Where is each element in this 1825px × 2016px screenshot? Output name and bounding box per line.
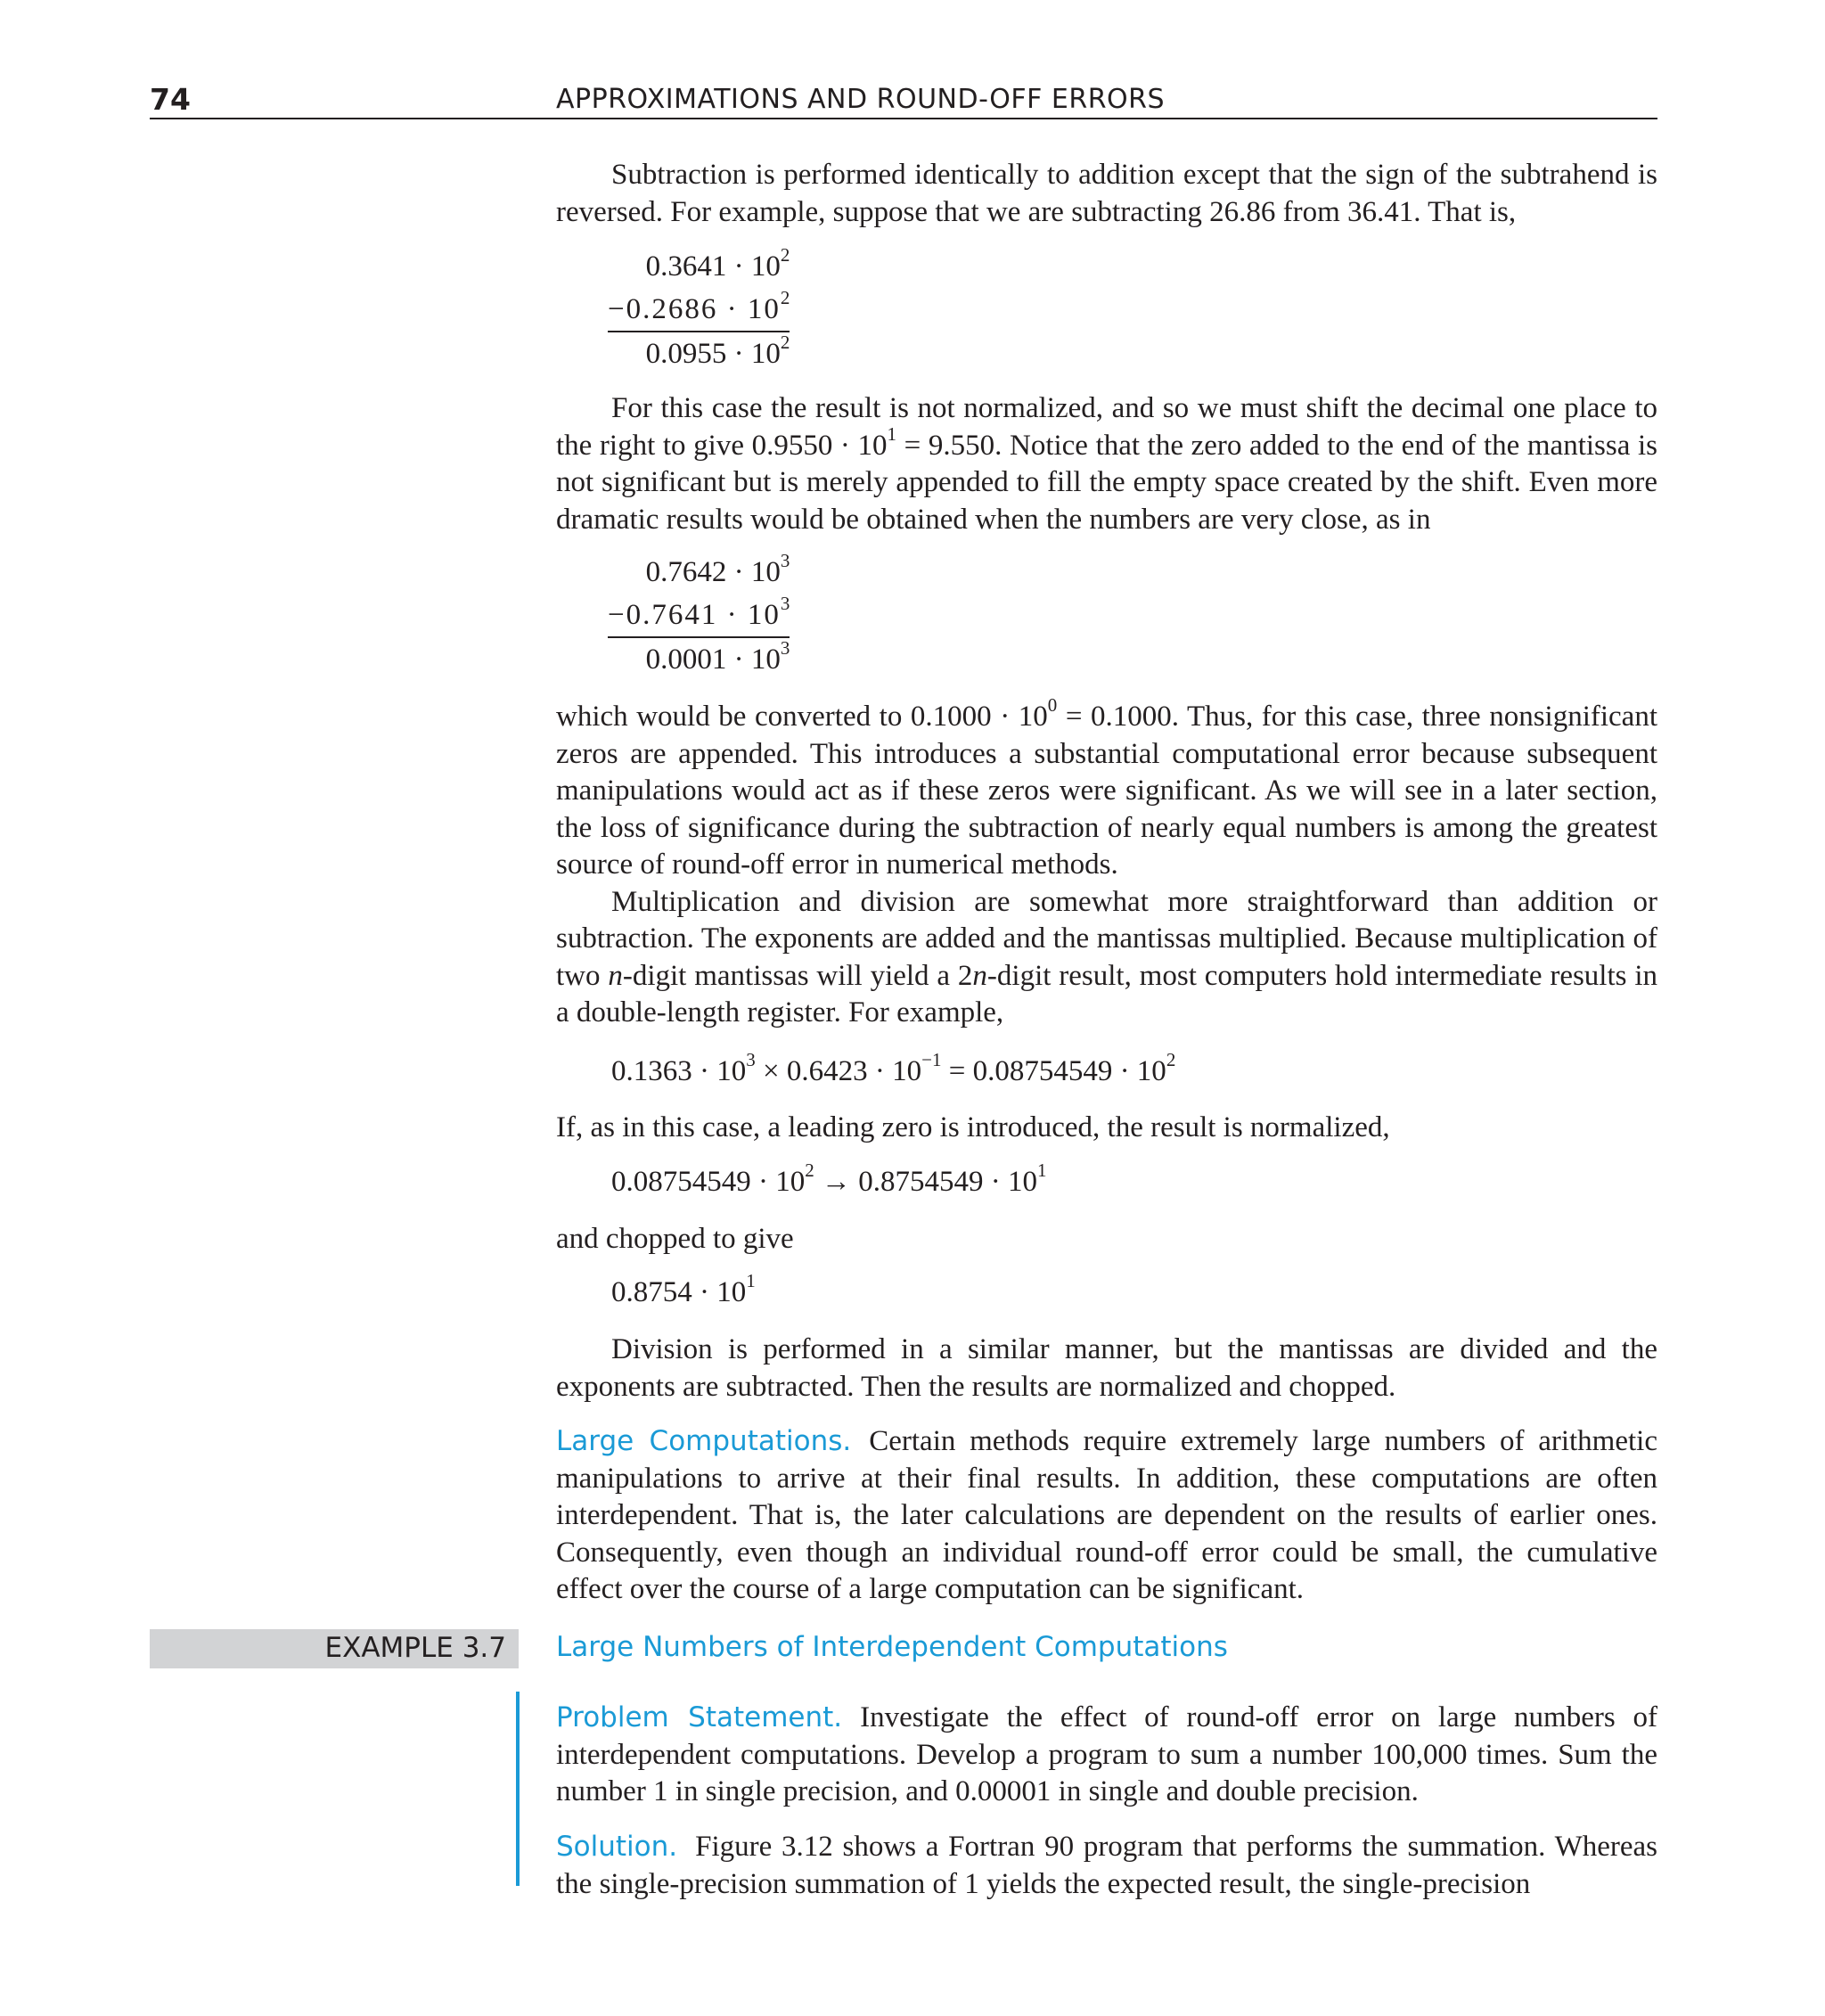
subtraction-example-1 [608, 245, 790, 375]
problem-heading: Problem Statement. [556, 1701, 843, 1733]
operand-2: $-0.7641 \cdot 10^3$ [608, 593, 790, 631]
equation-multiplication: $0.1363 \cdot 10^3 \times 0.6423 \cdot 10^{-1} = 0.08754549 \cdot 10^2$ [611, 1049, 1176, 1087]
subtraction-example-2 [608, 551, 790, 681]
equation-normalize: $0.08754549 \cdot 10^2 \to 0.8754549 \cdot 10^1$ [611, 1160, 1047, 1198]
paragraph-leading-zero: If, as in this case, a leading zero is introduced, the result is normalized, [556, 1111, 1390, 1143]
operand-1: $0.7642 \cdot 10^3$ [645, 550, 790, 588]
difference: $0.0955 \cdot 10^2$ [608, 331, 790, 375]
operand-2: $-0.2686 \cdot 10^2$ [608, 287, 790, 325]
example-label: EXAMPLE 3.7 [324, 1632, 506, 1664]
example-solution: Solution. Figure 3.12 shows a Fortran 90 program that performs the summation. Whereas the single-precision summation of 1 yields the expected result, the single-precision [556, 1831, 1657, 1900]
operand-1: $0.3641 \cdot 10^2$ [645, 244, 790, 283]
difference: $0.0001 \cdot 10^3$ [608, 636, 790, 681]
paragraph-chopped: and chopped to give [556, 1223, 794, 1255]
paragraph-subtraction: Subtraction is performed identically to addition except that the sign of the subtrahend is reversed. For example, suppose that we are subtracting 26.86 from 36.41. That is, [556, 159, 1657, 228]
paragraph-multiplication: Multiplication and division are somewhat more straightforward than addition or subtraction. The exponents are added and the mantissas multiplied. Because multiplication of two n-digit mantissas will yield a 2n-digit result, most computers hold intermediate results in a double-length register. For example, [556, 885, 1658, 1028]
solution-heading: Solution. [556, 1831, 678, 1863]
section-heading: Large Computations. [556, 1425, 852, 1457]
paragraph-nonsignificant-zeros: which would be converted to $0.1000 \cdot 10^0 = 0.1000$. Thus, for this case, three nonsignificant zeros are appended. This introduces a substantial computational error because subsequent manipulations would act as if these zeros were significant. As we will see in a later section, the loss of significance during the subtraction of nearly equal numbers is among the greatest source of round-off error in numerical methods. Multiplication and division are somewhat more straightforward than addition or subtraction. The exponents are added and the mantissas multiplied. Because multiplication of two n-digit mantissas will yield a 2n-digit result, most computers hold intermediate results in a double-length register. For example, [556, 699, 1657, 1032]
paragraph-division: Division is performed in a similar manner, but the mantissas are divided and the exponents are subtracted. Then the results are normalized and chopped. [556, 1333, 1657, 1403]
page-number: 74 [150, 82, 191, 117]
example-title: Large Numbers of Interdependent Computations [556, 1631, 1228, 1663]
example-side-rule [516, 1692, 520, 1886]
running-head: APPROXIMATIONS AND ROUND-OFF ERRORS [556, 84, 1166, 115]
example-problem-statement: Problem Statement. Investigate the effect of round-off error on large numbers of interdependent computations. Develop a program to sum a number 100,000 times. Sum the number 1 in single precision, and 0.00001 in single and double precision. [556, 1701, 1657, 1807]
section-large-computations: Large Computations. Certain methods require extremely large numbers of arithmetic manipulations to arrive at their final results. In addition, these computations are often interdependent. That is, the later calculations are dependent on the results of earlier ones. Consequently, even though an individual round-off error could be small, the cumulative effect over the course of a large computation can be significant. [556, 1425, 1657, 1605]
page-header [150, 82, 1657, 119]
equation-chopped-result: $0.8754 \cdot 10^1$ [611, 1270, 756, 1308]
paragraph-not-normalized: For this case the result is not normalized, and so we must shift the decimal one place to the right to give $0.9550 \cdot 10^1 = 9.550$. Notice that the zero added to the end of the mantissa is not significant but is merely appended to fill the empty space created by the shift. Even more dramatic results would be obtained when the numbers are very close, as in [556, 392, 1657, 536]
example-label-bar [150, 1629, 519, 1668]
